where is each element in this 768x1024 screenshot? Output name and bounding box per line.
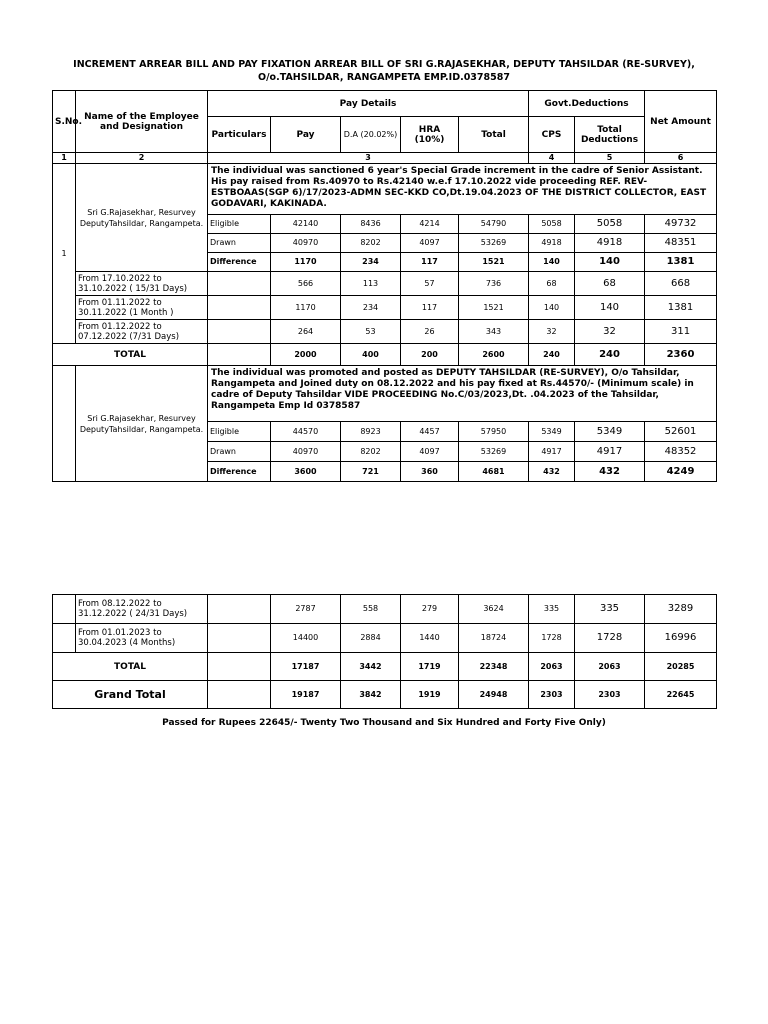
pay-cell: 1170 [271,253,341,272]
cps-cell: 240 [529,344,575,366]
column-number: 3 [208,153,529,164]
total-cell: 343 [459,320,529,344]
da-cell: 8923 [341,422,401,442]
net-cell: 48351 [645,234,717,253]
header-govt-deductions: Govt.Deductions [529,91,645,117]
period-label: From 01.11.2022 to 30.11.2022 (1 Month ) [76,296,208,320]
arrear-table-1 [52,90,717,482]
da-cell: 3842 [341,681,401,709]
header-employee-name: Name of the Employee and Designation [76,91,208,153]
header-net-amount: Net Amount [645,91,717,153]
da-cell: 8436 [341,215,401,234]
net-cell: 20285 [645,653,717,681]
deductions-cell: 1728 [575,624,645,653]
promotion-note: The individual was promoted and posted as DEPUTY TAHSILDAR (RE-SURVEY), O/o Tahsildar, Rangampeta and Joined duty on 08.12.2022 and his pay fixed at Rs.44570/- (Minimum scale) in cadre of Deputy Tahsildar VIDE PROCEEDING No.C/03/2023,Dt. .04.2023 of the Tahsildar, Rangampeta Emp Id 0378587 [208,366,717,422]
row-label: Difference [208,253,271,272]
cps-cell: 140 [529,296,575,320]
row-label: Drawn [208,234,271,253]
title-line-2: O/o.TAHSILDAR, RANGAMPETA EMP.ID.0378587 [258,72,510,83]
period-row [53,296,717,320]
total-cell: 18724 [459,624,529,653]
pay-cell: 3600 [271,462,341,482]
deductions-cell: 2063 [575,653,645,681]
pay-cell: 44570 [271,422,341,442]
total-label: TOTAL [53,344,208,366]
period-label: From 08.12.2022 to 31.12.2022 ( 24/31 Days) [76,595,208,624]
column-number: 1 [53,153,76,164]
total-cell: 1521 [459,296,529,320]
cps-cell: 32 [529,320,575,344]
da-cell: 234 [341,296,401,320]
total-cell: 3624 [459,595,529,624]
hra-cell: 200 [401,344,459,366]
total-label: TOTAL [53,653,208,681]
period-row [53,320,717,344]
net-cell: 16996 [645,624,717,653]
section-total-row [53,653,717,681]
hra-cell: 4214 [401,215,459,234]
section-total-row [53,344,717,366]
pay-cell: 14400 [271,624,341,653]
da-cell: 2884 [341,624,401,653]
employee-designation: Sri G.Rajasekhar, Resurvey DeputyTahsildar, Rangampeta. [76,164,208,272]
da-cell: 3442 [341,653,401,681]
row-label: Drawn [208,442,271,462]
header-da: D.A (20.02%) [341,117,401,153]
header-hra: HRA (10%) [401,117,459,153]
cps-cell: 335 [529,595,575,624]
employee-designation: Sri G.Rajasekhar, Resurvey DeputyTahsildar, Rangampeta. [76,366,208,482]
deductions-cell: 335 [575,595,645,624]
title-line-1: INCREMENT ARREAR BILL AND PAY FIXATION ARREAR BILL OF SRI G.RAJASEKHAR, DEPUTY TAHSILDAR (RE-SURVEY), [73,59,695,70]
arrear-table-2 [52,594,717,709]
row-label: Difference [208,462,271,482]
serial-number-empty [53,366,76,482]
column-number: 5 [575,153,645,164]
cps-cell: 140 [529,253,575,272]
da-cell: 234 [341,253,401,272]
cps-cell: 432 [529,462,575,482]
period-label: From 17.10.2022 to 31.10.2022 ( 15/31 Days) [76,272,208,296]
da-cell: 558 [341,595,401,624]
net-cell: 52601 [645,422,717,442]
total-cell: 22348 [459,653,529,681]
da-cell: 400 [341,344,401,366]
total-cell: 2600 [459,344,529,366]
deductions-cell: 5058 [575,215,645,234]
cps-cell: 4918 [529,234,575,253]
pay-cell: 264 [271,320,341,344]
pay-cell: 1170 [271,296,341,320]
hra-cell: 117 [401,296,459,320]
pay-cell: 17187 [271,653,341,681]
pay-cell: 19187 [271,681,341,709]
hra-cell: 1719 [401,653,459,681]
hra-cell: 26 [401,320,459,344]
cps-cell: 5058 [529,215,575,234]
deductions-cell: 4918 [575,234,645,253]
net-cell: 49732 [645,215,717,234]
period-label: From 01.12.2022 to 07.12.2022 (7/31 Days) [76,320,208,344]
cps-cell: 68 [529,272,575,296]
deductions-cell: 140 [575,296,645,320]
pay-cell: 2787 [271,595,341,624]
net-cell: 1381 [645,296,717,320]
hra-cell: 4097 [401,234,459,253]
cps-cell: 5349 [529,422,575,442]
deductions-cell: 32 [575,320,645,344]
deductions-cell: 68 [575,272,645,296]
deductions-cell: 140 [575,253,645,272]
column-number: 4 [529,153,575,164]
total-cell: 53269 [459,234,529,253]
period-row [53,595,717,624]
net-cell: 4249 [645,462,717,482]
hra-cell: 57 [401,272,459,296]
hra-cell: 360 [401,462,459,482]
net-cell: 668 [645,272,717,296]
deductions-cell: 4917 [575,442,645,462]
cps-cell: 4917 [529,442,575,462]
period-label: From 01.01.2023 to 30.04.2023 (4 Months) [76,624,208,653]
header-pay: Pay [271,117,341,153]
header-pay-details: Pay Details [208,91,529,117]
hra-cell: 1919 [401,681,459,709]
da-cell: 721 [341,462,401,482]
total-cell: 1521 [459,253,529,272]
pay-cell: 40970 [271,234,341,253]
serial-number: 1 [53,164,76,344]
total-cell: 57950 [459,422,529,442]
net-cell: 48352 [645,442,717,462]
deductions-cell: 5349 [575,422,645,442]
cps-cell: 1728 [529,624,575,653]
hra-cell: 117 [401,253,459,272]
total-cell: 736 [459,272,529,296]
sanction-note: The individual was sanctioned 6 year's Special Grade increment in the cadre of Senior Assistant. His pay raised from Rs.40970 to Rs.42140 w.e.f 17.10.2022 vide proceeding REF. REV-ESTBOAAS(SGP 6)/17/2023-ADMN SEC-KKD CO,Dt.19.04.2023 OF THE DISTRICT COLLECTOR, EAST GODAVARI, KAKINADA. [208,164,717,215]
net-cell: 3289 [645,595,717,624]
cps-cell: 2063 [529,653,575,681]
deductions-cell: 240 [575,344,645,366]
net-cell: 22645 [645,681,717,709]
pay-cell: 566 [271,272,341,296]
column-number: 6 [645,153,717,164]
header-total: Total [459,117,529,153]
total-cell: 4681 [459,462,529,482]
total-cell: 54790 [459,215,529,234]
pay-cell: 2000 [271,344,341,366]
da-cell: 53 [341,320,401,344]
document-title [40,58,728,84]
hra-cell: 4097 [401,442,459,462]
grand-total-row [53,681,717,709]
period-row [53,624,717,653]
total-cell: 53269 [459,442,529,462]
passed-amount-statement: Passed for Rupees 22645/- Twenty Two Thousand and Six Hundred and Forty Five Only) [162,718,606,728]
header-sno: S.No. [53,91,76,153]
period-row [53,272,717,296]
net-cell: 1381 [645,253,717,272]
pay-cell: 42140 [271,215,341,234]
da-cell: 8202 [341,234,401,253]
grand-total-label: Grand Total [53,681,208,709]
pay-cell: 40970 [271,442,341,462]
column-number: 2 [76,153,208,164]
deductions-cell: 432 [575,462,645,482]
da-cell: 113 [341,272,401,296]
hra-cell: 279 [401,595,459,624]
row-label: Eligible [208,215,271,234]
deductions-cell: 2303 [575,681,645,709]
net-cell: 2360 [645,344,717,366]
header-particulars: Particulars [208,117,271,153]
hra-cell: 1440 [401,624,459,653]
header-total-deductions: Total Deductions [575,117,645,153]
net-cell: 311 [645,320,717,344]
da-cell: 8202 [341,442,401,462]
cps-cell: 2303 [529,681,575,709]
header-cps: CPS [529,117,575,153]
total-cell: 24948 [459,681,529,709]
hra-cell: 4457 [401,422,459,442]
row-label: Eligible [208,422,271,442]
